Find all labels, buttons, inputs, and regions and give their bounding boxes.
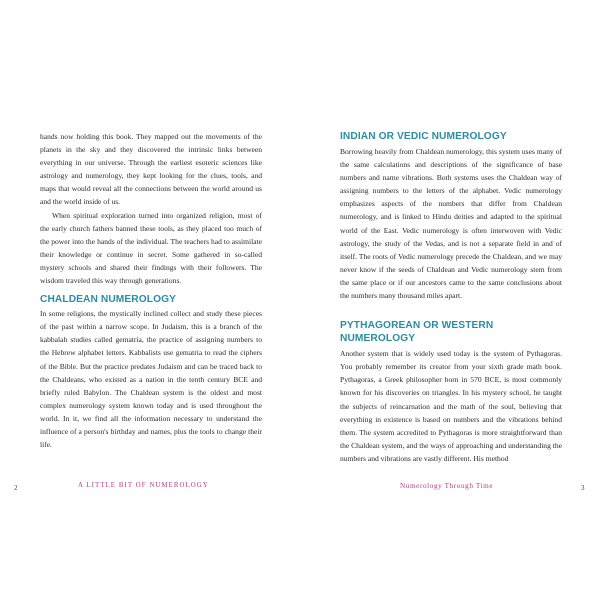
pythagorean-paragraph: Another system that is widely used today is the system of Pythagoras. You probably remember its creator from your sixth grade math book. Pythagoras, a Greek philosopher born in 570 BCE, is most commonly known for his discoveries on triangles. In his mystery school, he taught the subjects of reincarnation and the math of the soul, believing that everything in existence is based on numbers and the vibrations behind them. The system accredited to Pythagoras is more straightforward than the Chaldean system, and the ways of approaching and understanding the numbers and vibrations are vastly different. His method: [340, 349, 562, 463]
left-paragraph-2: When spiritual exploration turned into organized religion, most of the early church fathers banned these tools, as they placed too much of the power into the hands of the individual. The teachers had to assimilate their knowledge or continue in secret. Some gathered in so-called mystery schools and shared their findings with their followers. The wisdom traveled this way through generations.: [40, 210, 262, 286]
left-text-column: [40, 130, 262, 451]
vedic-heading: INDIAN OR VEDIC NUMEROLOGY: [340, 131, 507, 142]
left-page-number: 2: [14, 484, 18, 492]
right-page-number: 3: [581, 484, 585, 492]
right-running-head: Numerology Through Time: [400, 482, 494, 490]
chaldean-paragraph: In some religions, the mystically inclined collect and study these pieces of the past within a narrow scope. In Judaism, this is a branch of the kabbalah studies called gematria, the practice of assigning numbers to the Hebrew alphabet letters. Kabbalists use gematria to read the ciphers of the Bible. But the practice predates Judaism and can be traced back to the Chaldeans, who existed as a nation in the tenth century BCE and briefly ruled Babylon. The Chaldean system is the oldest and most complex numerology system known today and is used throughout the world. In it, we find all the information necessary to understand the influence of a person's birthday and names, plus the tools to change their life.: [40, 309, 262, 450]
left-paragraph-1: hands now holding this book. They mapped out the movements of the planets in the sky and they discovered the intrinsic links between everything in our universe. Through the earliest esoteric sciences like astrology and numerology, they kept looking for the clues, tools, and maps that would reveal all the connections between the world around us and the world inside of us.: [40, 132, 262, 207]
right-text-column: [340, 130, 562, 465]
chaldean-heading: CHALDEAN NUMEROLOGY: [40, 294, 177, 306]
right-page: [300, 0, 600, 600]
pythagorean-heading: PYTHAGOREAN OR WESTERN NUMEROLOGY: [340, 320, 494, 345]
vedic-paragraph: Borrowing heavily from Chaldean numerology, this system uses many of the same calculations and descriptions of the significance of base numbers and name vibrations. Both systems uses the Chaldean way of assigning numbers to the letters of the alphabet. Vedic numerology emphasizes aspects of the numbers that differ from Chaldean numerology, and is linked to Hindu deities and adapted to the spiritual world of the East. Vedic numerology is often interwoven with Vedic astrology, the study of the Vedas, and is not a separate field in and of itself. The roots of Vedic numerology precede the Chaldean, and we may never know if the seeds of Chaldean and Vedic numerology stem from the same place or if our ancestors came to the same conclusions about the numbers many thousand miles apart.: [340, 147, 562, 301]
left-running-head: A LITTLE BIT OF NUMEROLOGY: [78, 482, 209, 489]
